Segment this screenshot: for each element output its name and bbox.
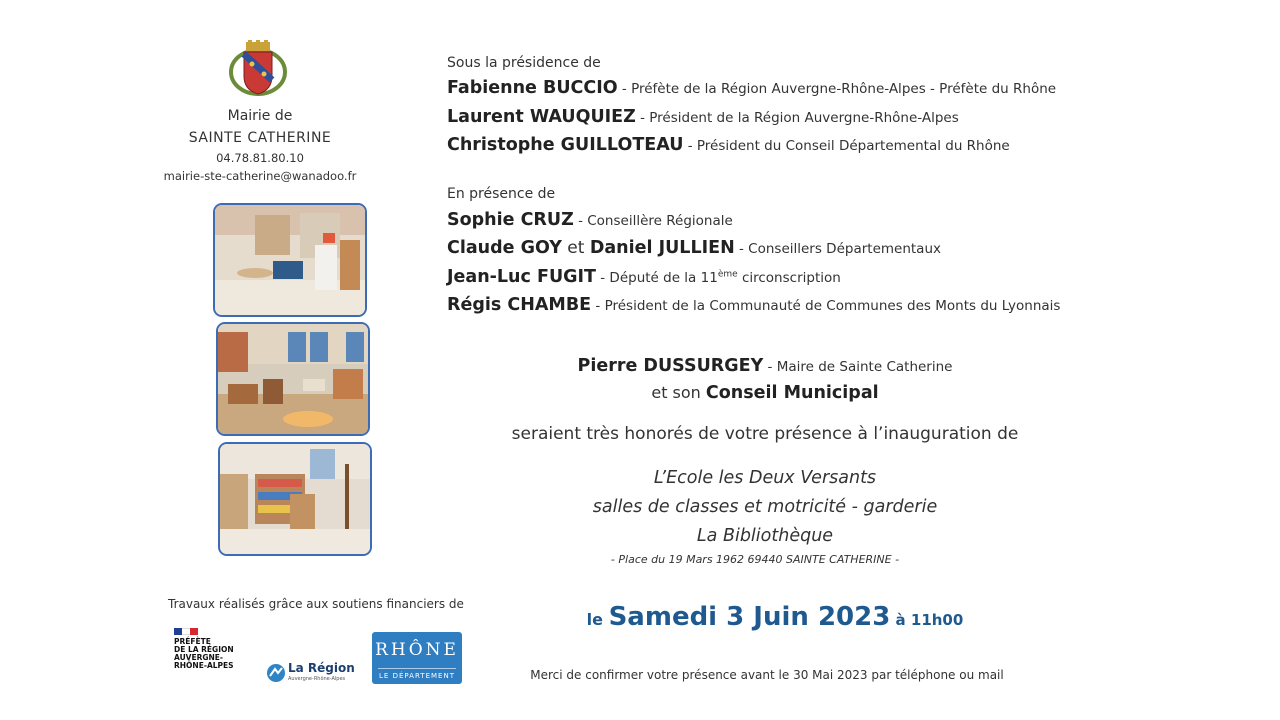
conseil-municipal: Conseil Municipal bbox=[705, 383, 879, 403]
person-role: - Président du Conseil Départemental du Rhône bbox=[683, 138, 1010, 154]
prefete-line-2: DE LA RÉGION bbox=[174, 645, 234, 654]
rsvp-text: Merci de confirmer votre présence avant le 30 Mai 2023 par téléphone ou mail bbox=[530, 668, 1004, 682]
photo-bibliotheque bbox=[218, 442, 372, 556]
presence-intro: En présence de bbox=[447, 186, 556, 202]
event-line-3: La Bibliothèque bbox=[696, 526, 834, 546]
host-name: Pierre DUSSURGEY bbox=[577, 356, 764, 376]
person-name: Fabienne BUCCIO bbox=[447, 78, 618, 98]
person-name: Christophe GUILLOTEAU bbox=[447, 135, 684, 155]
person-name: Claude GOY bbox=[447, 238, 562, 258]
person-name: Sophie CRUZ bbox=[447, 210, 574, 230]
host-line bbox=[440, 356, 1090, 376]
event-time: à 11h00 bbox=[890, 611, 964, 629]
region-name: La Région bbox=[288, 661, 355, 675]
presidence-intro: Sous la présidence de bbox=[447, 55, 601, 71]
town-crest-logo bbox=[228, 40, 288, 98]
mairie-name: SAINTE CATHERINE bbox=[188, 130, 332, 146]
prefete-line-3: AUVERGNE- bbox=[174, 653, 224, 662]
superscript: ème bbox=[717, 269, 738, 280]
mairie-phone: 04.78.81.80.10 bbox=[216, 151, 304, 165]
presidence-person-3 bbox=[447, 135, 1010, 155]
event-address: - Place du 19 Mars 1962 69440 SAINTE CATHERINE - bbox=[610, 553, 900, 566]
rhone-name: RHÔNE bbox=[375, 640, 459, 660]
et-son: et son bbox=[651, 383, 706, 402]
date-prefix: le bbox=[586, 610, 609, 629]
prefete-line-1: PRÉFÈTE bbox=[174, 637, 211, 646]
person-role-end: circonscription bbox=[737, 270, 841, 286]
presence-conseillers bbox=[447, 238, 941, 258]
event-line-1: L’Ecole les Deux Versants bbox=[653, 468, 877, 488]
region-sub: Auvergne-Rhône-Alpes bbox=[288, 676, 346, 682]
person-role: - Président de la Région Auvergne-Rhône-Alpes bbox=[635, 110, 959, 126]
person-name: Daniel JULLIEN bbox=[589, 238, 735, 258]
photo-garderie bbox=[213, 203, 367, 317]
mairie-email: mairie-ste-catherine@wanadoo.fr bbox=[163, 169, 357, 183]
photo-classroom bbox=[216, 322, 370, 436]
conjunction: et bbox=[561, 238, 590, 258]
person-name: Régis CHAMBE bbox=[447, 295, 592, 315]
invitation-text: seraient très honorés de votre présence à l’inauguration de bbox=[511, 424, 1019, 444]
funding-text: Travaux réalisés grâce aux soutiens financiers de bbox=[168, 597, 464, 611]
region-icon bbox=[266, 663, 286, 683]
presidence-person-2 bbox=[447, 107, 959, 127]
event-date-line bbox=[450, 602, 1100, 632]
person-role: - Conseillère Régionale bbox=[573, 213, 733, 229]
person-role: - Conseillers Départementaux bbox=[734, 241, 942, 257]
presidence-person-1 bbox=[447, 78, 1056, 98]
region-logo bbox=[266, 658, 358, 686]
person-role: - Président de la Communauté de Communes des Monts du Lyonnais bbox=[591, 298, 1061, 314]
presence-chambe bbox=[447, 295, 1060, 315]
person-role: - Préfète de la Région Auvergne-Rhône-Alpes - Préfète du Rhône bbox=[617, 81, 1057, 97]
conseil-line bbox=[440, 383, 1090, 403]
rhone-sub: LE DÉPARTEMENT bbox=[378, 668, 456, 680]
event-date: Samedi 3 Juin 2023 bbox=[608, 602, 891, 632]
event-line-2: salles de classes et motricité - garderie bbox=[592, 497, 938, 517]
mairie-line-1: Mairie de bbox=[227, 108, 293, 124]
host-role: - Maire de Sainte Catherine bbox=[763, 359, 953, 375]
person-name: Laurent WAUQUIEZ bbox=[447, 107, 636, 127]
person-role: - Député de la 11 bbox=[595, 270, 718, 286]
presence-sophie bbox=[447, 210, 733, 230]
presence-fugit bbox=[447, 267, 841, 287]
prefete-logo bbox=[174, 628, 254, 690]
prefete-line-4: RHÔNE-ALPES bbox=[174, 661, 234, 670]
person-name: Jean-Luc FUGIT bbox=[447, 267, 596, 287]
